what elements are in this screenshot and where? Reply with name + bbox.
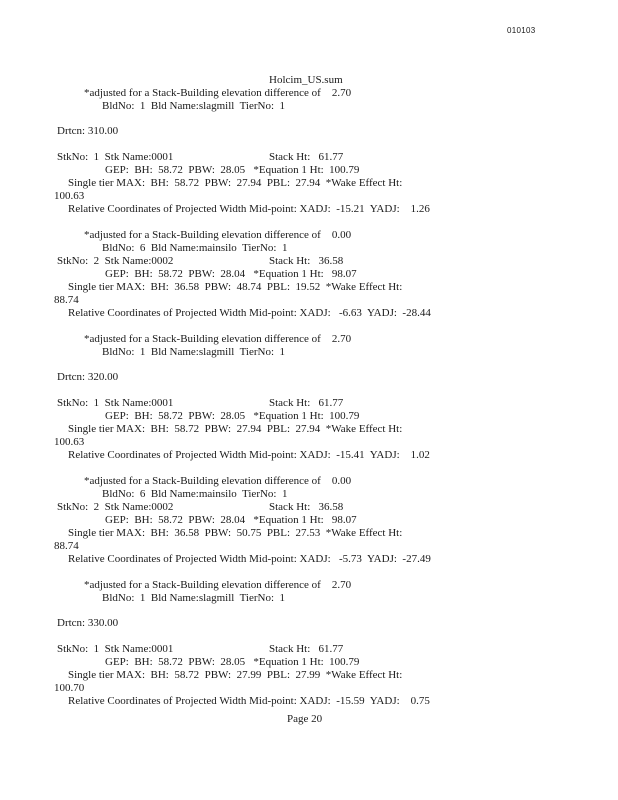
stack-height: Stack Ht: 36.58 bbox=[269, 255, 344, 267]
direction-heading: Drtcn: 310.00 bbox=[57, 125, 119, 137]
building-info: BldNo: 1 Bld Name:slagmill TierNo: 1 bbox=[102, 592, 286, 604]
wake-effect-value: 100.63 bbox=[54, 436, 85, 448]
stack-height: Stack Ht: 61.77 bbox=[269, 151, 344, 163]
gep-line: GEP: BH: 58.72 PBW: 28.04 *Equation 1 Ht: 98.07 bbox=[105, 268, 357, 280]
elevation-note: *adjusted for a Stack-Building elevation difference of 2.70 bbox=[84, 87, 352, 99]
building-info: BldNo: 1 Bld Name:slagmill TierNo: 1 bbox=[102, 100, 286, 112]
wake-effect-value: 88.74 bbox=[54, 294, 79, 306]
gep-line: GEP: BH: 58.72 PBW: 28.04 *Equation 1 Ht: 98.07 bbox=[105, 514, 357, 526]
wake-effect-value: 88.74 bbox=[54, 540, 79, 552]
wake-effect-value: 100.63 bbox=[54, 190, 85, 202]
relative-coordinates-line: Relative Coordinates of Projected Width Mid-point: XADJ: -15.21 YADJ: 1.26 bbox=[68, 203, 430, 215]
page-number: Page 20 bbox=[287, 713, 323, 725]
single-tier-line: Single tier MAX: BH: 58.72 PBW: 27.99 PBL: 27.99 *Wake Effect Ht: bbox=[68, 669, 403, 681]
single-tier-line: Single tier MAX: BH: 36.58 PBW: 50.75 PBL: 27.53 *Wake Effect Ht: bbox=[68, 527, 403, 539]
stack-info: StkNo: 1 Stk Name:0001 bbox=[57, 643, 174, 655]
file-name-header: Holcim_US.sum bbox=[269, 74, 343, 86]
elevation-note: *adjusted for a Stack-Building elevation difference of 0.00 bbox=[84, 229, 352, 241]
wake-effect-value: 100.70 bbox=[54, 682, 85, 694]
single-tier-line: Single tier MAX: BH: 36.58 PBW: 48.74 PBL: 19.52 *Wake Effect Ht: bbox=[68, 281, 403, 293]
relative-coordinates-line: Relative Coordinates of Projected Width Mid-point: XADJ: -6.63 YADJ: -28.44 bbox=[68, 307, 431, 319]
stack-info: StkNo: 2 Stk Name:0002 bbox=[57, 501, 174, 513]
building-info: BldNo: 1 Bld Name:slagmill TierNo: 1 bbox=[102, 346, 286, 358]
gep-line: GEP: BH: 58.72 PBW: 28.05 *Equation 1 Ht: 100.79 bbox=[105, 410, 360, 422]
relative-coordinates-line: Relative Coordinates of Projected Width Mid-point: XADJ: -5.73 YADJ: -27.49 bbox=[68, 553, 431, 565]
stack-info: StkNo: 2 Stk Name:0002 bbox=[57, 255, 174, 267]
direction-heading: Drtcn: 330.00 bbox=[57, 617, 119, 629]
stack-height: Stack Ht: 36.58 bbox=[269, 501, 344, 513]
direction-heading: Drtcn: 320.00 bbox=[57, 371, 119, 383]
relative-coordinates-line: Relative Coordinates of Projected Width Mid-point: XADJ: -15.59 YADJ: 0.75 bbox=[68, 695, 430, 707]
stack-info: StkNo: 1 Stk Name:0001 bbox=[57, 397, 174, 409]
elevation-note: *adjusted for a Stack-Building elevation difference of 0.00 bbox=[84, 475, 352, 487]
stack-info: StkNo: 1 Stk Name:0001 bbox=[57, 151, 174, 163]
stack-height: Stack Ht: 61.77 bbox=[269, 643, 344, 655]
single-tier-line: Single tier MAX: BH: 58.72 PBW: 27.94 PBL: 27.94 *Wake Effect Ht: bbox=[68, 177, 403, 189]
building-info: BldNo: 6 Bld Name:mainsilo TierNo: 1 bbox=[102, 242, 288, 254]
single-tier-line: Single tier MAX: BH: 58.72 PBW: 27.94 PBL: 27.94 *Wake Effect Ht: bbox=[68, 423, 403, 435]
gep-line: GEP: BH: 58.72 PBW: 28.05 *Equation 1 Ht: 100.79 bbox=[105, 164, 360, 176]
document-id: 010103 bbox=[507, 26, 536, 35]
building-info: BldNo: 6 Bld Name:mainsilo TierNo: 1 bbox=[102, 488, 288, 500]
relative-coordinates-line: Relative Coordinates of Projected Width Mid-point: XADJ: -15.41 YADJ: 1.02 bbox=[68, 449, 430, 461]
elevation-note: *adjusted for a Stack-Building elevation difference of 2.70 bbox=[84, 579, 352, 591]
gep-line: GEP: BH: 58.72 PBW: 28.05 *Equation 1 Ht: 100.79 bbox=[105, 656, 360, 668]
elevation-note: *adjusted for a Stack-Building elevation difference of 2.70 bbox=[84, 333, 352, 345]
stack-height: Stack Ht: 61.77 bbox=[269, 397, 344, 409]
